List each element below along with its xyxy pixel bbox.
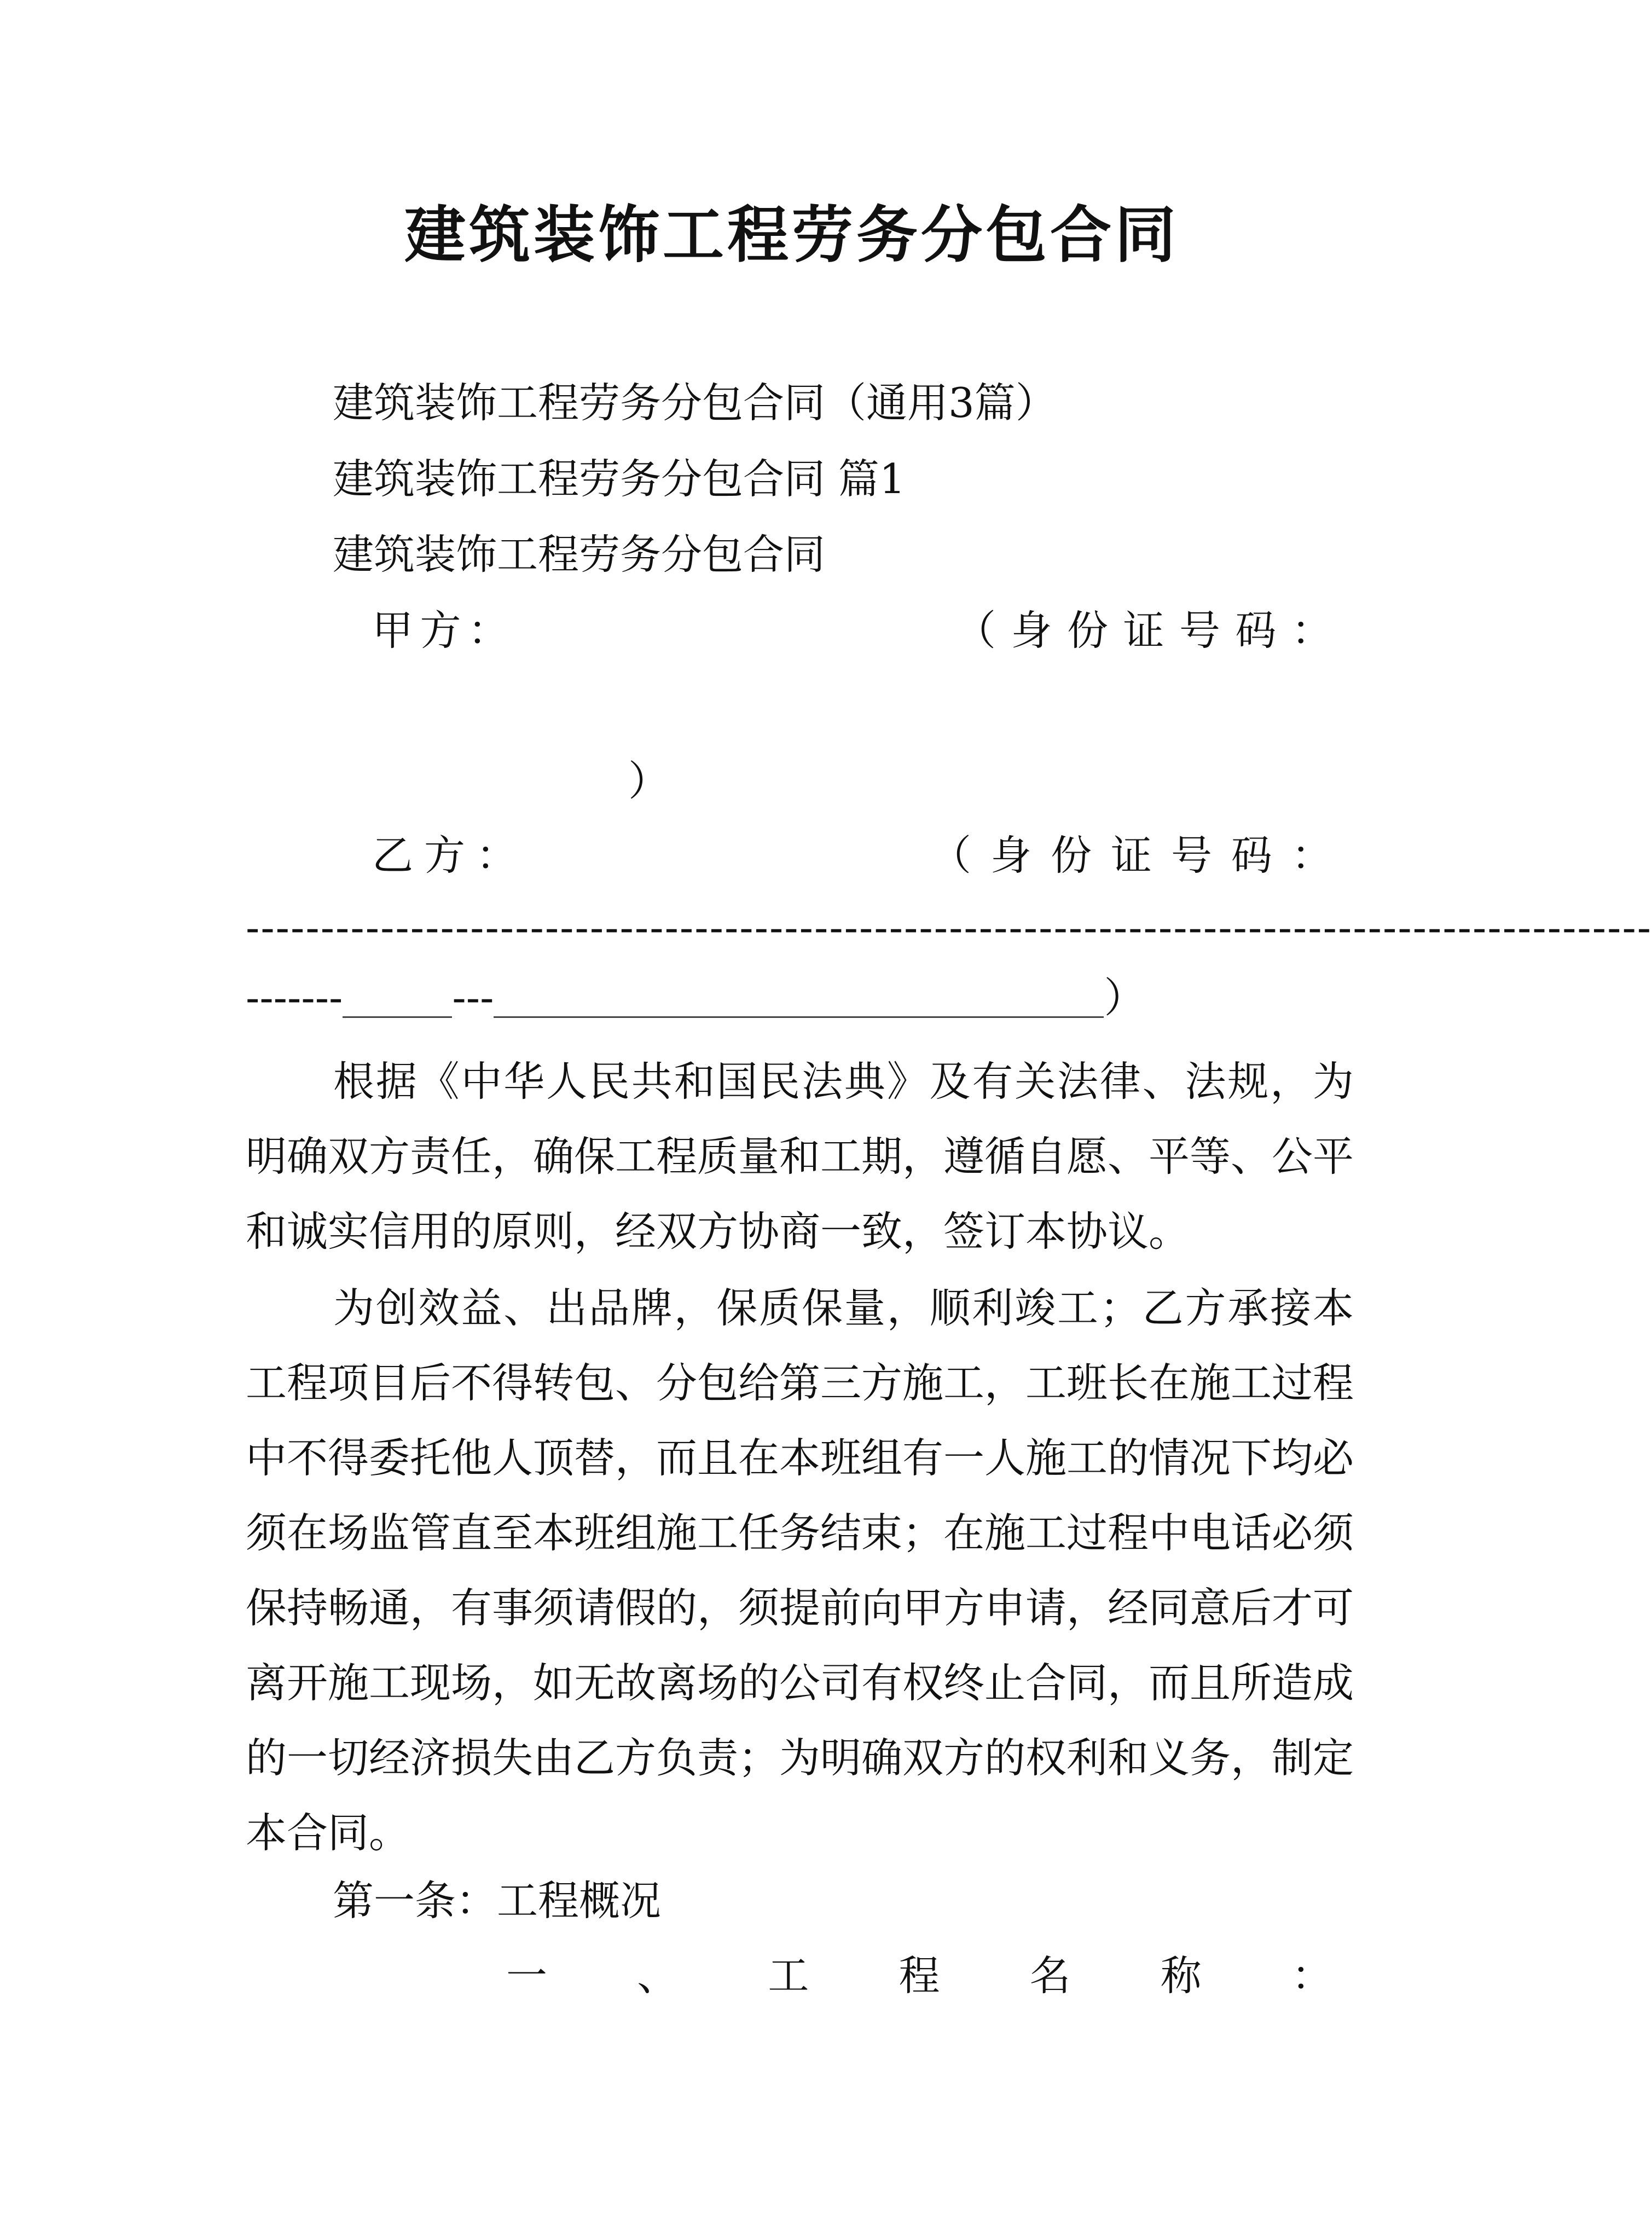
blank-underline (494, 976, 1104, 1018)
item-1-char: 名 (1029, 1952, 1071, 2000)
paragraph-obligations: 为创效益、出品牌，保质保量，顺利竣工；乙方承接本工程项目后不得转包、分包给第三方施工，工班长在施工过程中不得委托他人顶替，而且在本班组有一人施工的情况下均必须在场监管直至本班组施工任务结束；在施工过程中电话必须保持畅通，有事须请假的，须提前向甲方申请，经同意后才可离开施工现场，如无故离场的公司有权终止合同，而且所造成的一切经济损失由乙方负责；为明确双方的权利和义务，制定本合同。 (246, 1284, 1354, 1857)
blank-underline (343, 976, 452, 1018)
party-b-id-char: 码 (1231, 831, 1272, 879)
paragraph-preamble: 根据《中华人民共和国民法典》及有关法律、法规，为明确双方责任，确保工程质量和工期，遵循自愿、平等、公平和诚实信用的原则，经双方协商一致，签订本协议。 (246, 1057, 1354, 1255)
party-b-id-char: ： (1291, 831, 1332, 879)
subtitle-part-1: 建筑装饰工程劳务分包合同 篇1 (333, 455, 906, 503)
party-b-label-char: 乙 (372, 831, 414, 879)
item-1-char: 一 (506, 1952, 548, 2000)
party-a-id-close: ） (628, 757, 670, 805)
party-b-label-char: ： (476, 831, 517, 879)
party-a-id-char: 份 (1066, 606, 1108, 655)
party-b-id-char: 身 (990, 831, 1031, 879)
party-b-label-char: 方 (424, 831, 465, 879)
item-1-char: 、 (637, 1952, 679, 2000)
party-a-id-char: 身 (1011, 606, 1052, 655)
party-a-label (372, 600, 509, 661)
party-b-id-label (930, 825, 1332, 885)
party-b-id-char: 证 (1110, 831, 1152, 879)
party-b-label (372, 825, 517, 885)
item-1-char: 程 (899, 1952, 940, 2000)
item-1-char: 工 (768, 1952, 809, 2000)
party-a-id-char: 号 (1179, 606, 1220, 655)
party-a-label-char: 甲 (372, 606, 414, 655)
item-1-char: ： (1291, 1952, 1332, 2000)
article-1-heading: 第一条：工程概况 (333, 1877, 662, 1925)
party-a-id-label (955, 600, 1332, 661)
subtitle-general: 建筑装饰工程劳务分包合同（通用3篇） (333, 379, 1057, 427)
item-1-project-name (506, 1946, 1332, 2006)
party-a-label-char: ： (467, 606, 509, 655)
dash-segment-mid: --- (452, 974, 494, 1022)
party-a-label-char: 方 (420, 606, 461, 655)
document-title: 建筑装饰工程劳务分包合同 (404, 199, 1179, 271)
party-b-id-char: 号 (1170, 831, 1212, 879)
party-a-id-char: ： (1291, 606, 1332, 655)
dash-segment-start: ------- (246, 974, 343, 1022)
party-b-id-char: 份 (1050, 831, 1092, 879)
item-1-char: 称 (1160, 1952, 1202, 2000)
party-a-id-char: （ (955, 606, 996, 655)
party-a-id-char: 码 (1235, 606, 1277, 655)
party-b-id-dash-line: ---------------------------------------------------------------------------------------------- (246, 904, 1652, 952)
party-b-id-char: （ (930, 831, 972, 879)
subtitle-contract-name: 建筑装饰工程劳务分包合同 (333, 530, 826, 578)
party-a-id-char: 证 (1123, 606, 1164, 655)
party-b-id-fill-line (246, 968, 1346, 1028)
party-b-id-close: ） (1104, 974, 1145, 1022)
